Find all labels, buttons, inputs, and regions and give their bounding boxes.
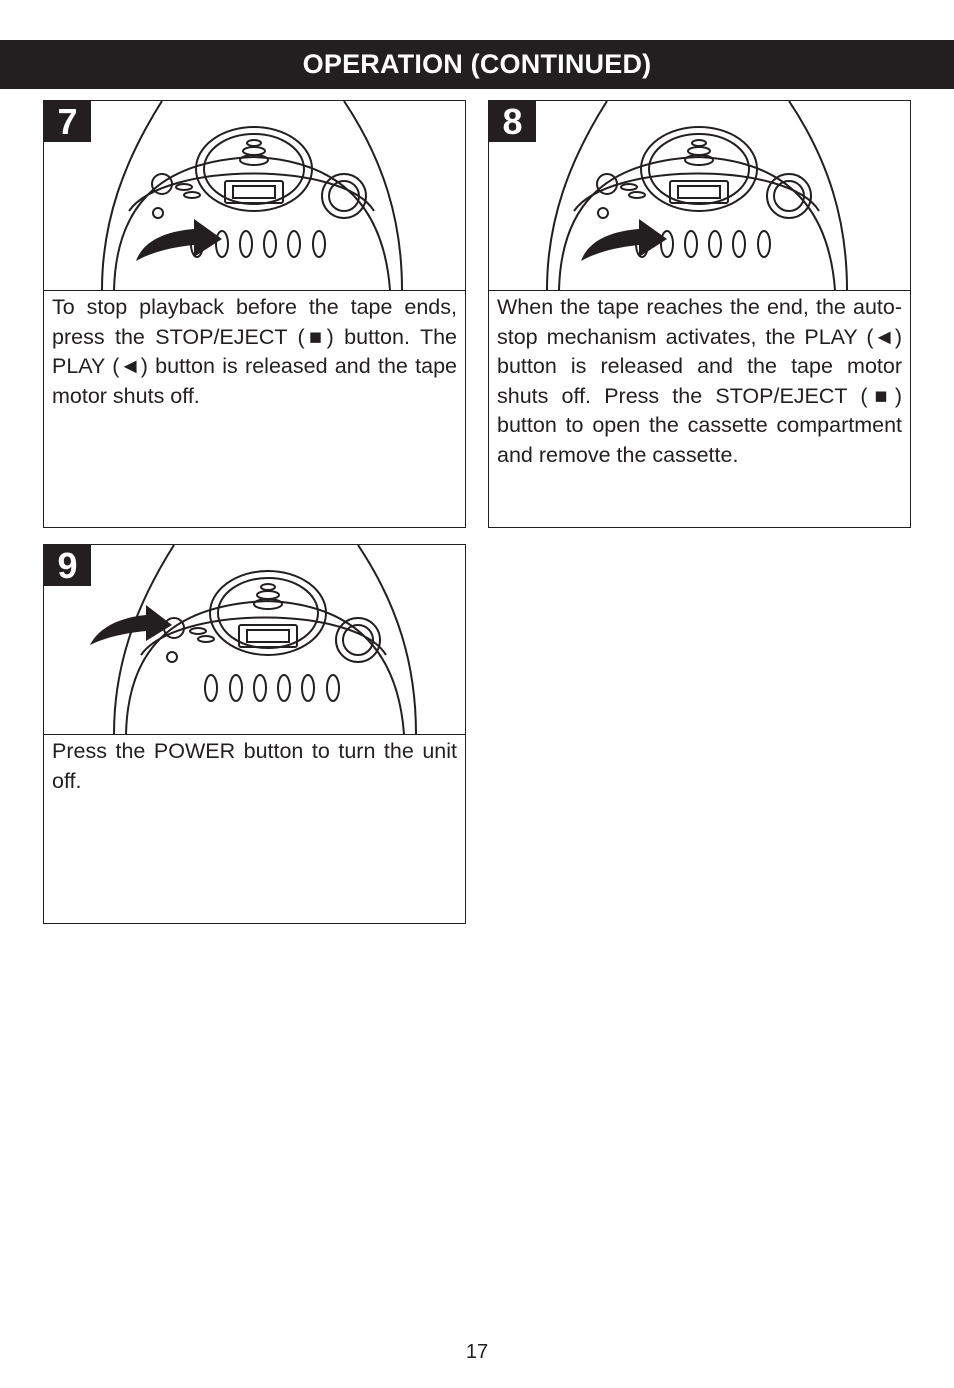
step-text: When the tape reaches the end, the auto-stop mechanism activates, the PLAY (◄) button is released and the tape motor shuts off. Press the STOP/EJECT (■) button to open the cassette compartment and remove the cassette. [497, 295, 902, 467]
cassette-player-drawing [44, 545, 465, 734]
step-panel-9 [43, 544, 466, 924]
step-panel-8 [488, 100, 911, 528]
step-panel-7 [43, 100, 466, 528]
section-title: OPERATION (CONTINUED) [302, 49, 652, 79]
step-number: 9 [44, 545, 91, 586]
cassette-player-drawing [489, 101, 910, 290]
control-buttons-row [205, 675, 339, 701]
step-number: 7 [44, 101, 91, 142]
step-number: 8 [489, 101, 536, 142]
device-illustration [44, 101, 465, 291]
arrow-icon [136, 219, 222, 261]
step-text: To stop playback before the tape ends, press the STOP/EJECT (■) button. The PLAY (◄) button is released and the tape motor shuts off. [52, 295, 457, 408]
step-text: Press the POWER button to turn the unit off. [52, 739, 457, 793]
device-illustration [44, 545, 465, 735]
section-header [0, 40, 954, 89]
cassette-player-drawing [44, 101, 465, 290]
device-illustration [489, 101, 910, 291]
arrow-icon [581, 219, 667, 261]
page-number: 17 [465, 1341, 489, 1363]
